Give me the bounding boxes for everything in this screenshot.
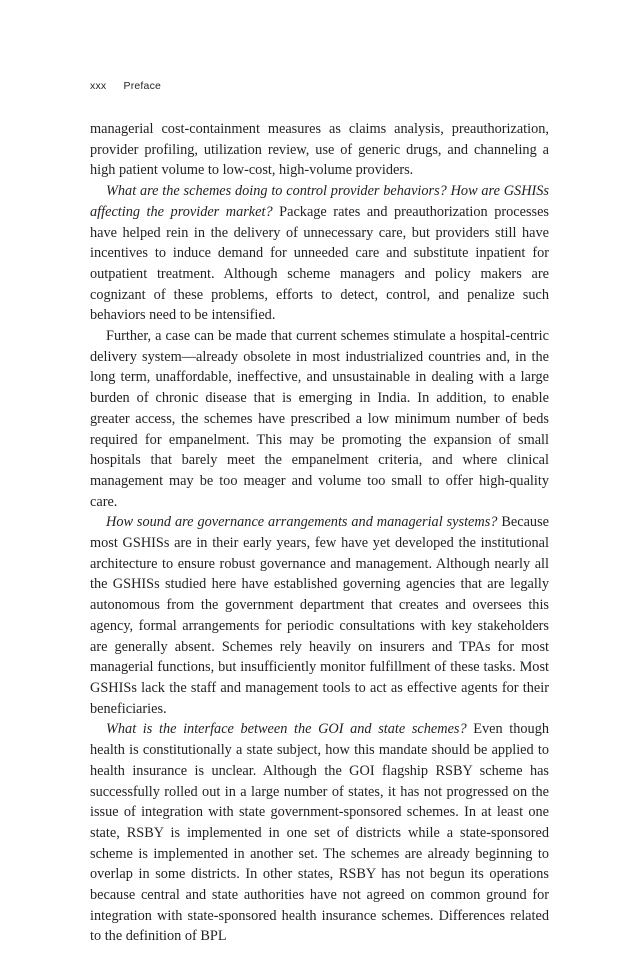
paragraph-body: Even though health is constitutionally a state subject, how this mandate should be applied to health insurance is unclear. Although the GOI flagship RSBY scheme has successfully rolled out in a large number of states, it has not progressed on the issue of integration with state government-sponsored schemes. In at least one state, RSBY is implemented in one set of districts while a state-sponsored scheme is implemented in another set. The schemes are already beginning to overlap in some districts. In other states, RSBY has not begun its operations because central and state authorities have not agreed on common ground for integration with state-sponsored health insurance schemes. Differences related to the definition of BPL xyxy=(90,721,549,945)
paragraph-question: What is the interface between the GOI and state schemes? xyxy=(106,721,467,738)
page-number: xxx xyxy=(90,80,107,92)
paragraph-continuation xyxy=(90,119,549,181)
paragraph-hospital-centric xyxy=(90,326,549,512)
paragraph-question: How sound are governance arrangements and managerial systems? xyxy=(106,514,498,531)
paragraph-goi-interface xyxy=(90,719,549,947)
body-text xyxy=(90,119,549,947)
paragraph-body: Because most GSHISs are in their early years, few have yet developed the institutional architecture to ensure robust governance and management. Although nearly all the GSHISs studied here have established governing agencies that are legally autonomous from the government department that creates and oversees this agency, formal arrangements for periodic consultations with key stakeholders are generally absent. Schemes rely heavily on insurers and TPAs for most managerial functions, but insufficiently monitor fulfillment of these tasks. Most GSHISs lack the staff and management tools to act as effective agents for their beneficiaries. xyxy=(90,514,549,717)
paragraph-question: What are the schemes doing to control provider behaviors? How are GSHISs affecting the provider market? xyxy=(90,183,549,220)
paragraph-body: Further, a case can be made that current schemes stimulate a hospital-centric delivery system—already obsolete in most industrialized countries and, in the long term, unaffordable, ineffective, and unsustainable in dealing with a large burden of chronic disease that is emerging in India. In addition, to enable greater access, the schemes have prescribed a low minimum number of beds required for empanelment. This may be promoting the expansion of small hospitals that barely meet the empanelment criteria, and where clinical management may be too meager and volume too small to offer high-quality care. xyxy=(90,328,549,510)
paragraph-governance xyxy=(90,512,549,719)
paragraph-provider-behaviors xyxy=(90,181,549,326)
running-title: Preface xyxy=(123,80,162,92)
paragraph-body: Package rates and preauthorization processes have helped rein in the delivery of unnecessary care, but providers still have incentives to induce demand for unneeded care and substitute inpatient for outpatient treatment. Although scheme managers and policy makers are cognizant of these problems, efforts to detect, control, and penalize such behaviors need to be intensified. xyxy=(90,203,549,324)
running-header xyxy=(90,80,161,92)
paragraph-body: managerial cost-containment measures as claims analysis, preauthorization, provider profiling, utilization review, use of generic drugs, and channeling a high patient volume to low-cost, high-volume providers. xyxy=(90,121,549,179)
